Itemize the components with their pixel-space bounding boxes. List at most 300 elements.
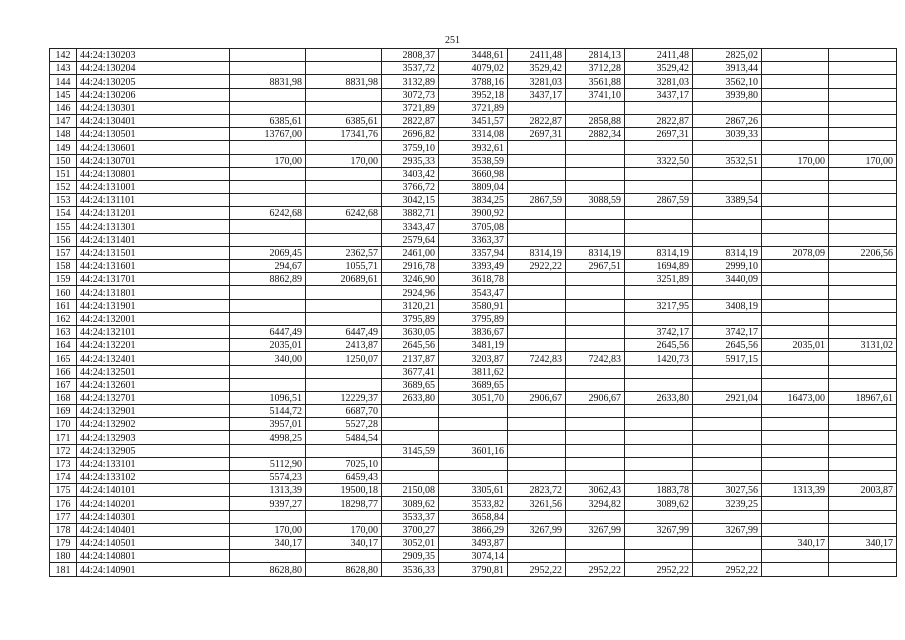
value-cell: 17341,76 bbox=[306, 128, 382, 141]
table-row bbox=[50, 141, 897, 154]
value-cell: 3051,70 bbox=[439, 391, 508, 404]
value-cell: 3267,99 bbox=[693, 523, 762, 536]
cadastral-code-cell: 44:24:131301 bbox=[77, 220, 230, 233]
value-cell bbox=[508, 405, 566, 418]
cadastral-code-cell: 44:24:131701 bbox=[77, 273, 230, 286]
value-cell bbox=[566, 233, 625, 246]
cadastral-code-cell: 44:24:140801 bbox=[77, 550, 230, 563]
value-cell: 2922,22 bbox=[508, 260, 566, 273]
value-cell: 3759,10 bbox=[382, 141, 439, 154]
table-row bbox=[50, 510, 897, 523]
value-cell bbox=[508, 312, 566, 325]
value-cell: 3952,18 bbox=[439, 88, 508, 101]
value-cell bbox=[566, 220, 625, 233]
value-cell bbox=[693, 550, 762, 563]
table-row bbox=[50, 405, 897, 418]
value-cell bbox=[508, 378, 566, 391]
value-cell: 170,00 bbox=[306, 523, 382, 536]
value-cell bbox=[693, 431, 762, 444]
value-cell bbox=[230, 180, 306, 193]
row-index-cell: 147 bbox=[50, 114, 77, 127]
value-cell: 3529,42 bbox=[508, 62, 566, 75]
cadastral-code-cell: 44:24:140501 bbox=[77, 536, 230, 549]
value-cell bbox=[625, 141, 693, 154]
table-row bbox=[50, 101, 897, 114]
value-cell bbox=[382, 418, 439, 431]
value-cell bbox=[508, 365, 566, 378]
cadastral-code-cell: 44:24:131101 bbox=[77, 194, 230, 207]
value-cell: 170,00 bbox=[829, 154, 897, 167]
value-cell: 2822,87 bbox=[508, 114, 566, 127]
value-cell bbox=[230, 286, 306, 299]
value-cell bbox=[306, 312, 382, 325]
value-cell bbox=[829, 62, 897, 75]
value-cell bbox=[762, 405, 829, 418]
value-cell bbox=[762, 62, 829, 75]
value-cell bbox=[829, 49, 897, 62]
value-cell bbox=[762, 352, 829, 365]
value-cell: 3052,01 bbox=[382, 536, 439, 549]
cadastral-code-cell: 44:24:133102 bbox=[77, 471, 230, 484]
table-row bbox=[50, 220, 897, 233]
value-cell: 3062,43 bbox=[566, 484, 625, 497]
value-cell: 3533,82 bbox=[439, 497, 508, 510]
value-cell: 5112,90 bbox=[230, 457, 306, 470]
value-cell bbox=[625, 365, 693, 378]
value-cell bbox=[439, 471, 508, 484]
value-cell: 3712,28 bbox=[566, 62, 625, 75]
value-cell bbox=[762, 220, 829, 233]
row-index-cell: 177 bbox=[50, 510, 77, 523]
value-cell bbox=[625, 471, 693, 484]
row-index-cell: 174 bbox=[50, 471, 77, 484]
value-cell: 2867,59 bbox=[508, 194, 566, 207]
value-cell: 3089,62 bbox=[382, 497, 439, 510]
row-index-cell: 168 bbox=[50, 391, 77, 404]
value-cell bbox=[762, 431, 829, 444]
value-cell: 3957,01 bbox=[230, 418, 306, 431]
value-cell bbox=[829, 471, 897, 484]
value-cell: 3533,37 bbox=[382, 510, 439, 523]
cadastral-cost-table bbox=[49, 48, 897, 577]
value-cell bbox=[693, 457, 762, 470]
value-cell: 3493,87 bbox=[439, 536, 508, 549]
value-cell bbox=[762, 497, 829, 510]
cadastral-code-cell: 44:24:131201 bbox=[77, 207, 230, 220]
value-cell: 3131,02 bbox=[829, 339, 897, 352]
value-cell: 3440,09 bbox=[693, 273, 762, 286]
value-cell: 1250,07 bbox=[306, 352, 382, 365]
value-cell bbox=[306, 365, 382, 378]
value-cell bbox=[693, 536, 762, 549]
value-cell: 2952,22 bbox=[693, 563, 762, 576]
value-cell: 2858,88 bbox=[566, 114, 625, 127]
value-cell: 3281,03 bbox=[508, 75, 566, 88]
value-cell bbox=[306, 233, 382, 246]
table-row bbox=[50, 299, 897, 312]
value-cell bbox=[693, 418, 762, 431]
value-cell bbox=[566, 339, 625, 352]
value-cell bbox=[829, 167, 897, 180]
value-cell bbox=[566, 510, 625, 523]
value-cell: 2633,80 bbox=[625, 391, 693, 404]
value-cell bbox=[566, 141, 625, 154]
value-cell bbox=[762, 88, 829, 101]
value-cell: 2814,13 bbox=[566, 49, 625, 62]
value-cell: 4079,02 bbox=[439, 62, 508, 75]
value-cell bbox=[693, 286, 762, 299]
value-cell bbox=[693, 220, 762, 233]
value-cell bbox=[829, 510, 897, 523]
value-cell: 3294,82 bbox=[566, 497, 625, 510]
value-cell bbox=[508, 167, 566, 180]
value-cell: 3267,99 bbox=[508, 523, 566, 536]
value-cell bbox=[625, 510, 693, 523]
value-cell bbox=[230, 312, 306, 325]
value-cell: 3882,71 bbox=[382, 207, 439, 220]
value-cell bbox=[508, 233, 566, 246]
value-cell: 170,00 bbox=[230, 523, 306, 536]
value-cell bbox=[829, 365, 897, 378]
value-cell bbox=[829, 286, 897, 299]
value-cell: 2867,26 bbox=[693, 114, 762, 127]
value-cell: 3305,61 bbox=[439, 484, 508, 497]
value-cell: 6447,49 bbox=[230, 325, 306, 338]
value-cell: 3809,04 bbox=[439, 180, 508, 193]
value-cell: 2411,48 bbox=[625, 49, 693, 62]
value-cell bbox=[693, 444, 762, 457]
value-cell bbox=[829, 114, 897, 127]
table-row bbox=[50, 207, 897, 220]
cadastral-code-cell: 44:24:132905 bbox=[77, 444, 230, 457]
value-cell bbox=[625, 457, 693, 470]
value-cell bbox=[829, 325, 897, 338]
value-cell bbox=[693, 207, 762, 220]
value-cell: 2069,45 bbox=[230, 246, 306, 259]
table-row bbox=[50, 88, 897, 101]
value-cell bbox=[508, 339, 566, 352]
cadastral-code-cell: 44:24:133101 bbox=[77, 457, 230, 470]
value-cell: 3239,25 bbox=[693, 497, 762, 510]
value-cell: 8314,19 bbox=[625, 246, 693, 259]
value-cell bbox=[566, 418, 625, 431]
value-cell: 3322,50 bbox=[625, 154, 693, 167]
value-cell: 3836,67 bbox=[439, 325, 508, 338]
row-index-cell: 158 bbox=[50, 260, 77, 273]
row-index-cell: 146 bbox=[50, 101, 77, 114]
cadastral-code-cell: 44:24:132901 bbox=[77, 405, 230, 418]
value-cell: 1313,39 bbox=[762, 484, 829, 497]
row-index-cell: 164 bbox=[50, 339, 77, 352]
value-cell bbox=[230, 510, 306, 523]
value-cell: 2952,22 bbox=[508, 563, 566, 576]
cadastral-code-cell: 44:24:131901 bbox=[77, 299, 230, 312]
value-cell: 3408,19 bbox=[693, 299, 762, 312]
value-cell bbox=[439, 431, 508, 444]
cadastral-code-cell: 44:24:132701 bbox=[77, 391, 230, 404]
value-cell: 3261,56 bbox=[508, 497, 566, 510]
table-row bbox=[50, 154, 897, 167]
value-cell: 2206,56 bbox=[829, 246, 897, 259]
row-index-cell: 144 bbox=[50, 75, 77, 88]
value-cell: 3532,51 bbox=[693, 154, 762, 167]
value-cell: 3795,89 bbox=[439, 312, 508, 325]
value-cell: 3027,56 bbox=[693, 484, 762, 497]
value-cell: 1883,78 bbox=[625, 484, 693, 497]
cadastral-code-cell: 44:24:132501 bbox=[77, 365, 230, 378]
value-cell: 3900,92 bbox=[439, 207, 508, 220]
value-cell bbox=[566, 378, 625, 391]
value-cell: 2035,01 bbox=[762, 339, 829, 352]
value-cell: 3088,59 bbox=[566, 194, 625, 207]
value-cell bbox=[306, 194, 382, 207]
value-cell: 8862,89 bbox=[230, 273, 306, 286]
value-cell bbox=[762, 180, 829, 193]
value-cell bbox=[829, 457, 897, 470]
value-cell bbox=[829, 88, 897, 101]
cadastral-code-cell: 44:24:140401 bbox=[77, 523, 230, 536]
value-cell: 3795,89 bbox=[382, 312, 439, 325]
value-cell: 7025,10 bbox=[306, 457, 382, 470]
value-cell bbox=[230, 141, 306, 154]
value-cell: 2645,56 bbox=[382, 339, 439, 352]
value-cell bbox=[306, 510, 382, 523]
cadastral-code-cell: 44:24:131601 bbox=[77, 260, 230, 273]
value-cell bbox=[762, 418, 829, 431]
value-cell: 1694,89 bbox=[625, 260, 693, 273]
value-cell: 3251,89 bbox=[625, 273, 693, 286]
row-index-cell: 154 bbox=[50, 207, 77, 220]
row-index-cell: 153 bbox=[50, 194, 77, 207]
value-cell: 6385,61 bbox=[230, 114, 306, 127]
value-cell bbox=[625, 550, 693, 563]
value-cell: 3246,90 bbox=[382, 273, 439, 286]
value-cell: 3811,62 bbox=[439, 365, 508, 378]
value-cell: 3393,49 bbox=[439, 260, 508, 273]
value-cell bbox=[508, 141, 566, 154]
value-cell bbox=[762, 101, 829, 114]
value-cell: 3677,41 bbox=[382, 365, 439, 378]
value-cell: 6385,61 bbox=[306, 114, 382, 127]
value-cell: 3689,65 bbox=[439, 378, 508, 391]
value-cell bbox=[762, 194, 829, 207]
table-row bbox=[50, 286, 897, 299]
cadastral-code-cell: 44:24:130801 bbox=[77, 167, 230, 180]
value-cell: 2906,67 bbox=[566, 391, 625, 404]
value-cell: 3742,17 bbox=[625, 325, 693, 338]
value-cell bbox=[566, 550, 625, 563]
value-cell: 3437,17 bbox=[625, 88, 693, 101]
value-cell bbox=[306, 550, 382, 563]
table-row bbox=[50, 563, 897, 576]
table-row bbox=[50, 352, 897, 365]
row-index-cell: 143 bbox=[50, 62, 77, 75]
table-row bbox=[50, 49, 897, 62]
value-cell bbox=[230, 365, 306, 378]
value-cell: 2952,22 bbox=[566, 563, 625, 576]
value-cell: 3363,37 bbox=[439, 233, 508, 246]
value-cell bbox=[693, 167, 762, 180]
value-cell: 3089,62 bbox=[625, 497, 693, 510]
value-cell: 170,00 bbox=[762, 154, 829, 167]
value-cell: 340,17 bbox=[230, 536, 306, 549]
value-cell: 16473,00 bbox=[762, 391, 829, 404]
value-cell bbox=[306, 299, 382, 312]
value-cell bbox=[439, 418, 508, 431]
value-cell: 3790,81 bbox=[439, 563, 508, 576]
value-cell bbox=[829, 299, 897, 312]
value-cell bbox=[693, 378, 762, 391]
value-cell bbox=[625, 233, 693, 246]
value-cell bbox=[829, 260, 897, 273]
value-cell bbox=[693, 141, 762, 154]
value-cell bbox=[625, 378, 693, 391]
value-cell bbox=[566, 286, 625, 299]
value-cell: 2697,31 bbox=[625, 128, 693, 141]
cadastral-code-cell: 44:24:131401 bbox=[77, 233, 230, 246]
value-cell bbox=[762, 128, 829, 141]
value-cell bbox=[566, 457, 625, 470]
value-cell: 1313,39 bbox=[230, 484, 306, 497]
value-cell: 3700,27 bbox=[382, 523, 439, 536]
cadastral-code-cell: 44:24:140201 bbox=[77, 497, 230, 510]
value-cell: 13767,00 bbox=[230, 128, 306, 141]
value-cell bbox=[625, 286, 693, 299]
row-index-cell: 167 bbox=[50, 378, 77, 391]
value-cell bbox=[625, 536, 693, 549]
table-row bbox=[50, 180, 897, 193]
value-cell bbox=[230, 233, 306, 246]
value-cell: 2696,82 bbox=[382, 128, 439, 141]
table-row bbox=[50, 194, 897, 207]
value-cell bbox=[762, 75, 829, 88]
row-index-cell: 149 bbox=[50, 141, 77, 154]
cadastral-code-cell: 44:24:132601 bbox=[77, 378, 230, 391]
value-cell bbox=[829, 180, 897, 193]
value-cell: 3074,14 bbox=[439, 550, 508, 563]
value-cell bbox=[230, 88, 306, 101]
value-cell bbox=[625, 431, 693, 444]
value-cell: 8314,19 bbox=[508, 246, 566, 259]
value-cell: 3267,99 bbox=[625, 523, 693, 536]
value-cell bbox=[625, 101, 693, 114]
value-cell bbox=[306, 286, 382, 299]
table-row bbox=[50, 484, 897, 497]
row-index-cell: 159 bbox=[50, 273, 77, 286]
value-cell bbox=[829, 378, 897, 391]
value-cell bbox=[693, 471, 762, 484]
value-cell bbox=[566, 273, 625, 286]
cadastral-code-cell: 44:24:130701 bbox=[77, 154, 230, 167]
value-cell bbox=[508, 207, 566, 220]
value-cell bbox=[693, 365, 762, 378]
value-cell bbox=[382, 405, 439, 418]
value-cell bbox=[508, 444, 566, 457]
value-cell: 2362,57 bbox=[306, 246, 382, 259]
value-cell bbox=[566, 325, 625, 338]
value-cell bbox=[230, 194, 306, 207]
value-cell bbox=[382, 457, 439, 470]
value-cell: 3451,57 bbox=[439, 114, 508, 127]
value-cell bbox=[230, 49, 306, 62]
row-index-cell: 175 bbox=[50, 484, 77, 497]
value-cell: 340,00 bbox=[230, 352, 306, 365]
table-row bbox=[50, 497, 897, 510]
table-row bbox=[50, 339, 897, 352]
value-cell: 3721,89 bbox=[439, 101, 508, 114]
value-cell: 2823,72 bbox=[508, 484, 566, 497]
value-cell: 3705,08 bbox=[439, 220, 508, 233]
cadastral-code-cell: 44:24:131801 bbox=[77, 286, 230, 299]
table-row bbox=[50, 312, 897, 325]
value-cell: 3834,25 bbox=[439, 194, 508, 207]
value-cell: 5574,23 bbox=[230, 471, 306, 484]
value-cell: 12229,37 bbox=[306, 391, 382, 404]
row-index-cell: 155 bbox=[50, 220, 77, 233]
value-cell: 18298,77 bbox=[306, 497, 382, 510]
value-cell bbox=[693, 233, 762, 246]
value-cell: 3042,15 bbox=[382, 194, 439, 207]
value-cell bbox=[382, 431, 439, 444]
value-cell: 3403,42 bbox=[382, 167, 439, 180]
table-row bbox=[50, 457, 897, 470]
cadastral-code-cell: 44:24:131001 bbox=[77, 180, 230, 193]
value-cell: 3538,59 bbox=[439, 154, 508, 167]
cadastral-code-cell: 44:24:130601 bbox=[77, 141, 230, 154]
value-cell: 2808,37 bbox=[382, 49, 439, 62]
value-cell bbox=[439, 405, 508, 418]
value-cell bbox=[306, 378, 382, 391]
table-row bbox=[50, 471, 897, 484]
value-cell bbox=[306, 62, 382, 75]
value-cell bbox=[306, 141, 382, 154]
value-cell: 294,67 bbox=[230, 260, 306, 273]
value-cell bbox=[829, 405, 897, 418]
value-cell: 3389,54 bbox=[693, 194, 762, 207]
table-row bbox=[50, 128, 897, 141]
table-row bbox=[50, 523, 897, 536]
value-cell: 2697,31 bbox=[508, 128, 566, 141]
value-cell bbox=[566, 299, 625, 312]
value-cell bbox=[762, 563, 829, 576]
value-cell bbox=[762, 365, 829, 378]
value-cell bbox=[762, 233, 829, 246]
value-cell bbox=[693, 510, 762, 523]
value-cell bbox=[508, 273, 566, 286]
row-index-cell: 172 bbox=[50, 444, 77, 457]
value-cell bbox=[762, 49, 829, 62]
cadastral-code-cell: 44:24:132903 bbox=[77, 431, 230, 444]
value-cell bbox=[829, 312, 897, 325]
value-cell bbox=[230, 299, 306, 312]
table-row bbox=[50, 536, 897, 549]
value-cell bbox=[566, 180, 625, 193]
table-row bbox=[50, 62, 897, 75]
row-index-cell: 156 bbox=[50, 233, 77, 246]
value-cell: 2825,02 bbox=[693, 49, 762, 62]
value-cell: 3721,89 bbox=[382, 101, 439, 114]
value-cell bbox=[829, 497, 897, 510]
value-cell: 3866,29 bbox=[439, 523, 508, 536]
value-cell: 6687,70 bbox=[306, 405, 382, 418]
value-cell bbox=[829, 352, 897, 365]
value-cell: 170,00 bbox=[230, 154, 306, 167]
row-index-cell: 170 bbox=[50, 418, 77, 431]
value-cell: 8314,19 bbox=[693, 246, 762, 259]
value-cell: 5917,15 bbox=[693, 352, 762, 365]
value-cell: 5527,28 bbox=[306, 418, 382, 431]
cadastral-code-cell: 44:24:130206 bbox=[77, 88, 230, 101]
